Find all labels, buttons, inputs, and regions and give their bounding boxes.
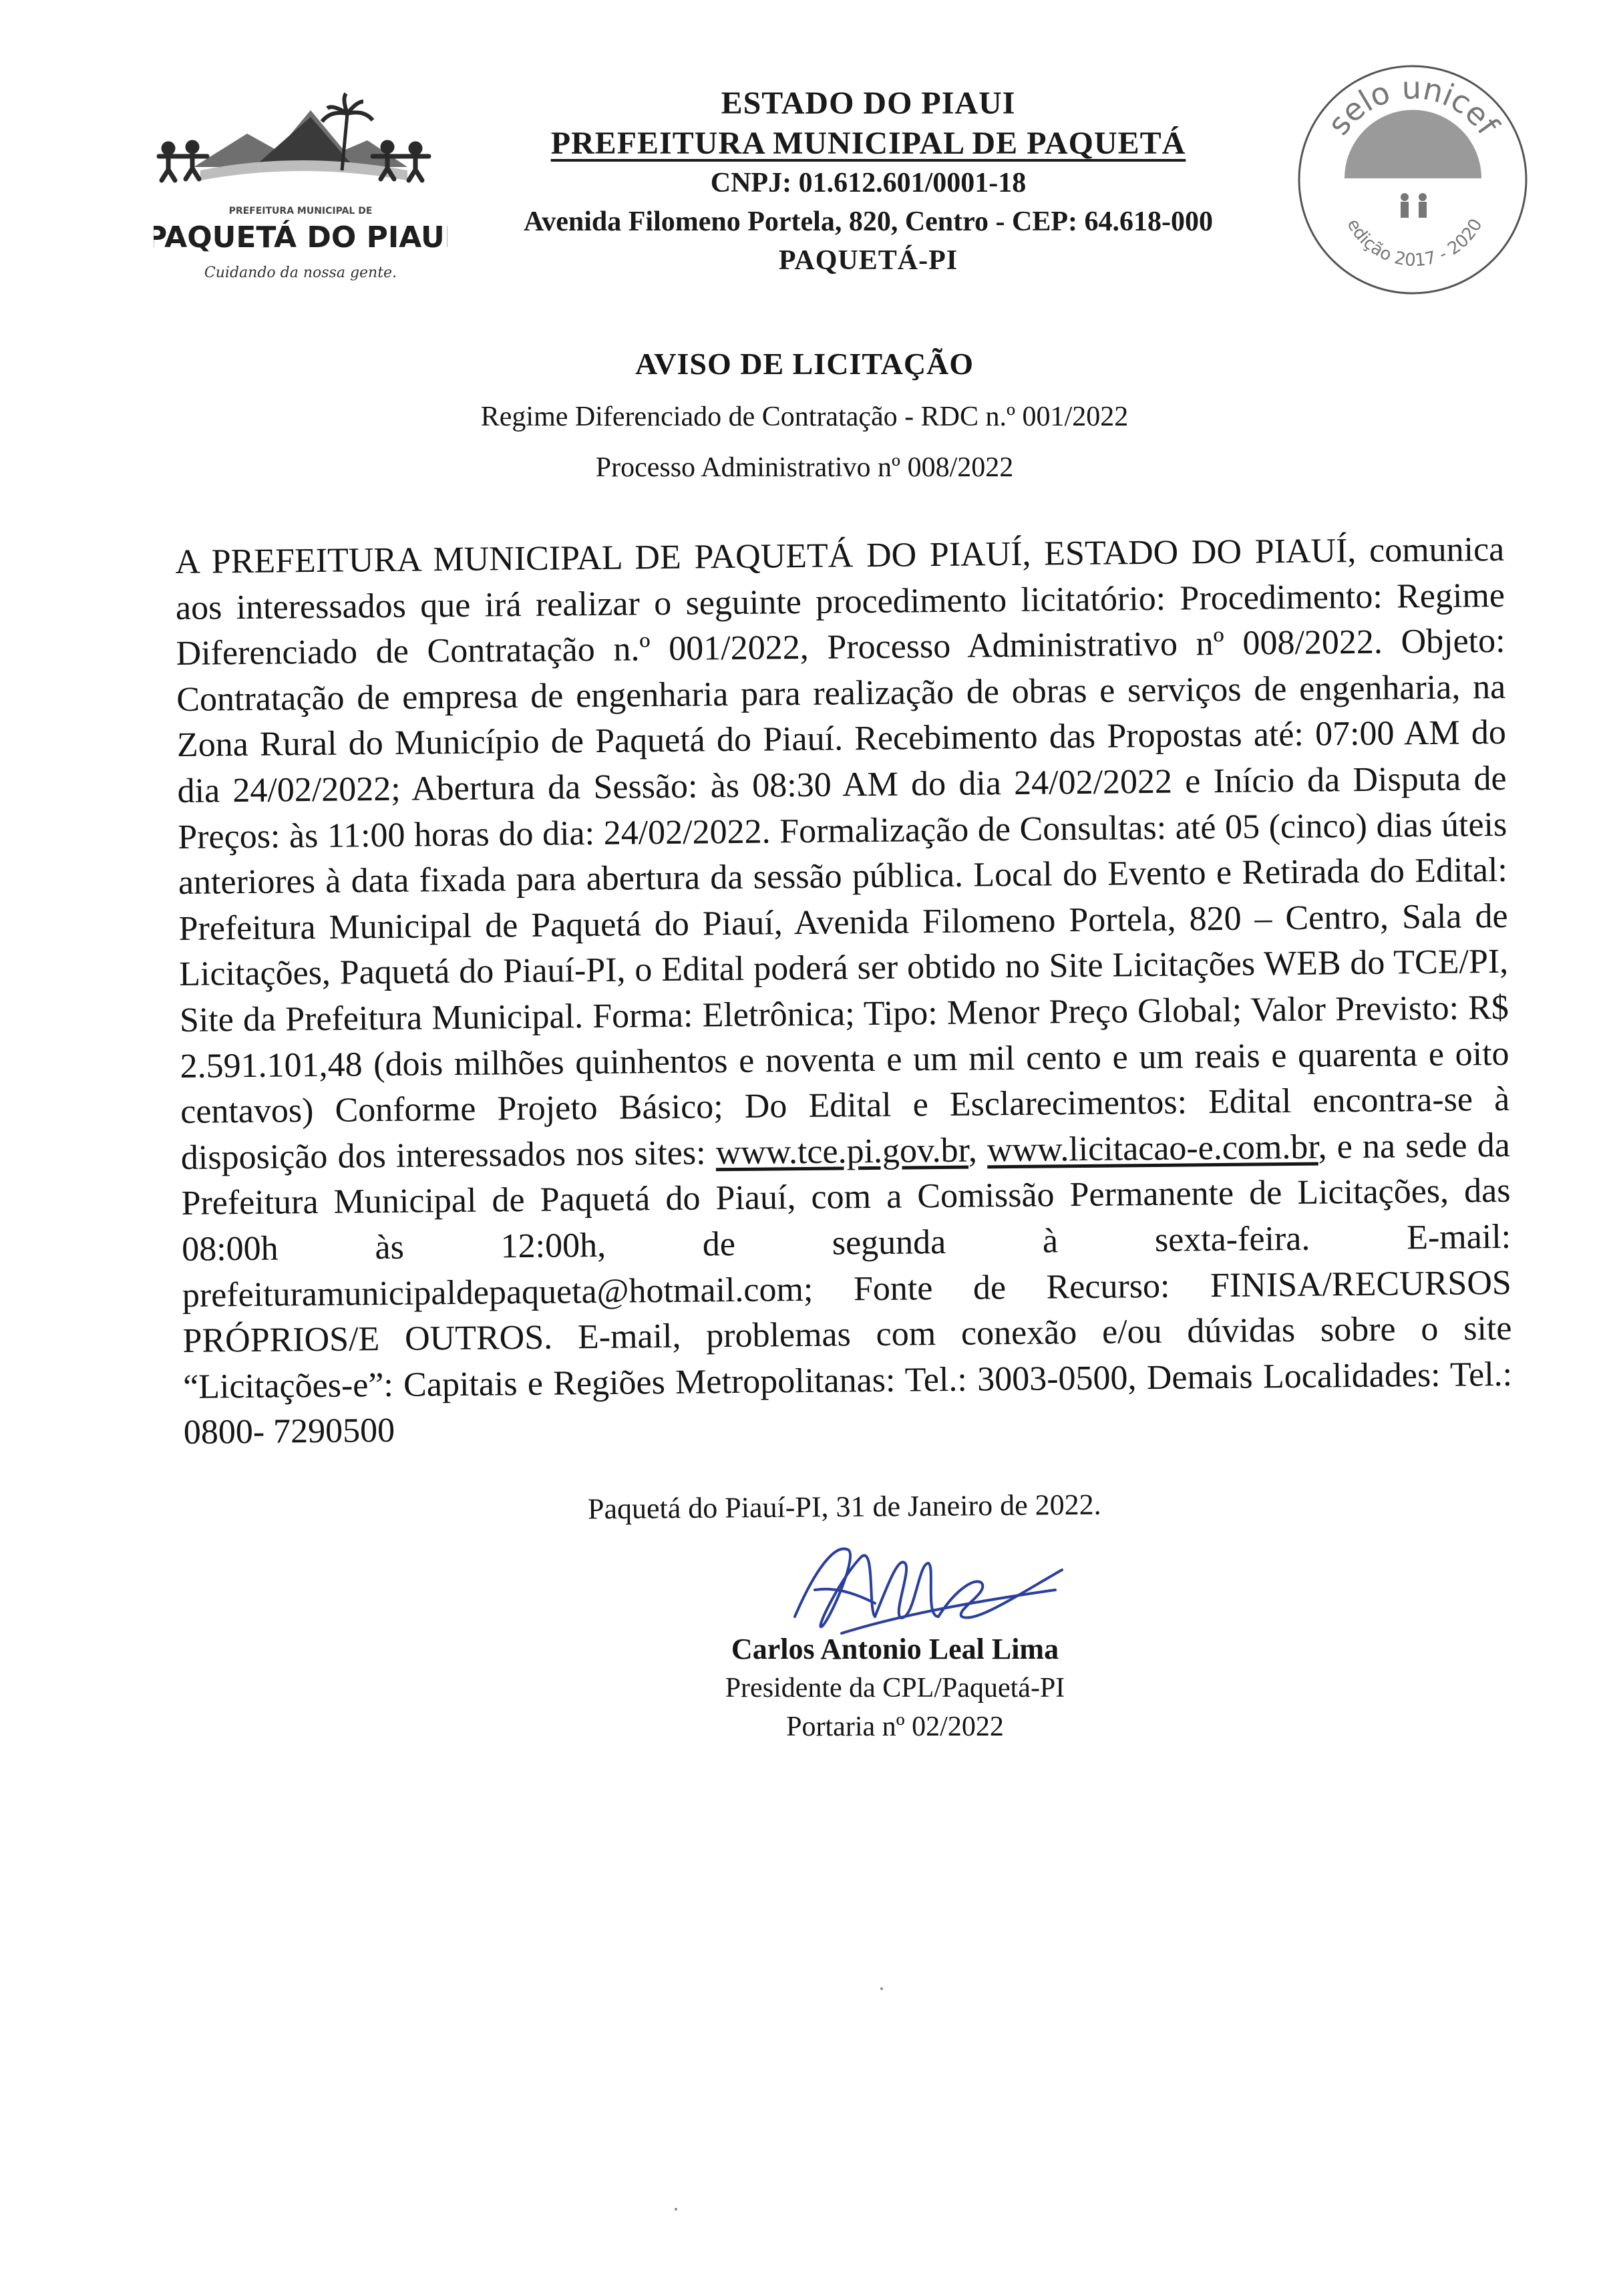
municipal-logo xyxy=(154,87,448,301)
body-link-separator: , xyxy=(968,1131,988,1170)
signatory-name: Carlos Antonio Leal Lima xyxy=(731,1633,1059,1665)
body-text-part1: A PREFEITURA MUNICIPAL DE PAQUETÁ DO PIAUÍ, ESTADO DO PIAUÍ, comunica aos interessados que irá realizar o seguinte procedimento licitatório: Procedimento: Regime Diferenciado de Contratação n.º 001/2022, Processo Administrativo nº 008/2022. Objeto: Contratação de empresa de engenharia para realização de obras e serviços de engenharia, na Zona Rural do Município de Paquetá do Piauí. Recebimento das Propostas até: 07:00 AM do dia 24/02/2022; Abertura da Sessão: às 08:30 AM do dia 24/02/2022 e Início da Disputa de Preços: às 11:00 horas do dia: 24/02/2022. Formalização de Consultas: até 05 (cinco) dias úteis anteriores à data fixada para abertura da sessão pública. Local do Evento e Retirada do Edital: Prefeitura Municipal de Paquetá do Piauí, Avenida Filomeno Portela, 820 – Centro, Sala de Licitações, Paquetá do Piauí-PI, o Edital poderá ser obtido no Site Licitações WEB do TCE/PI, Site da Prefeitura Municipal. Forma: Eletrônica; Tipo: Menor Preço Global; Valor Previsto: R$ 2.591.101,48 (dois milhões quinhentos e noventa e um mil cento e um reais e quarenta e oito centavos) Conforme Projeto Básico; Do Edital e Esclarecimentos: Edital encontra-se à disposição dos interessados nos sites: xyxy=(175,530,1510,1177)
signatory-role: Presidente da CPL/Paquetá-PI xyxy=(725,1673,1065,1703)
header-cnpj: CNPJ: 01.612.601/0001-18 xyxy=(710,168,1027,198)
unicef-seal-icon xyxy=(1294,61,1532,299)
scan-speck xyxy=(880,1987,883,1990)
signatory-block xyxy=(641,1630,1149,1746)
signatory-ordinance: Portaria nº 02/2022 xyxy=(786,1711,1004,1742)
unicef-seal xyxy=(1294,61,1532,299)
header-city: PAQUETÁ-PI xyxy=(778,245,958,276)
letterhead xyxy=(461,84,1276,280)
header-address: Avenida Filomeno Portela, 820, Centro - CEP: 64.618-000 xyxy=(524,206,1213,237)
svg-text:edição 2017 - 2020: edição 2017 - 2020 xyxy=(1343,215,1487,271)
svg-text:PAQUETÁ DO PIAUÍ: PAQUETÁ DO PIAUÍ xyxy=(154,220,448,255)
body-text-part2: , e na sede da Prefeitura Municipal de Paquetá do Piauí, com a Comissão Permanente de Licitações, das 08:00h às 12:00h, de segunda à sexta-feira. E-mail: prefeituramunicipaldepaqueta@hotmail.com; Fonte de Recurso: FINISA/RECURSOS PRÓPRIOS/E OUTROS. E-mail, problemas com conexão e/ou dúvidas sobre o site “Licitações-e”: Capitais e Regiões Metropolitanas: Tel.: 3003-0500, Demais Localidades: Tel.: 0800- 7290500 xyxy=(181,1126,1513,1452)
licitacao-e-link[interactable]: www.licitacao-e.com.br xyxy=(987,1128,1318,1170)
date-line: Paquetá do Piauí-PI, 31 de Janeiro de 2022. xyxy=(587,1488,1101,1526)
tce-link[interactable]: www.tce.pi.gov.br xyxy=(715,1131,969,1172)
mountain-people-icon xyxy=(154,87,448,301)
svg-text:PREFEITURA MUNICIPAL DE: PREFEITURA MUNICIPAL DE xyxy=(228,206,373,216)
scan-speck xyxy=(675,2208,677,2210)
svg-text:Cuidando da nossa gente.: Cuidando da nossa gente. xyxy=(204,265,397,281)
notice-body xyxy=(175,527,1513,1456)
children-icon xyxy=(1401,193,1427,218)
notice-subtitle-process: Processo Administrativo nº 008/2022 xyxy=(595,452,1014,483)
header-state: ESTADO DO PIAUI xyxy=(721,86,1016,121)
notice-title: AVISO DE LICITAÇÃO xyxy=(635,347,974,381)
notice-subtitle-rdc: Regime Diferenciado de Contratação - RDC n.º 001/2022 xyxy=(480,401,1129,432)
header-prefeitura: PREFEITURA MUNICIPAL DE PAQUETÁ xyxy=(550,126,1186,161)
svg-text:selo unicef: selo unicef xyxy=(1320,69,1506,142)
